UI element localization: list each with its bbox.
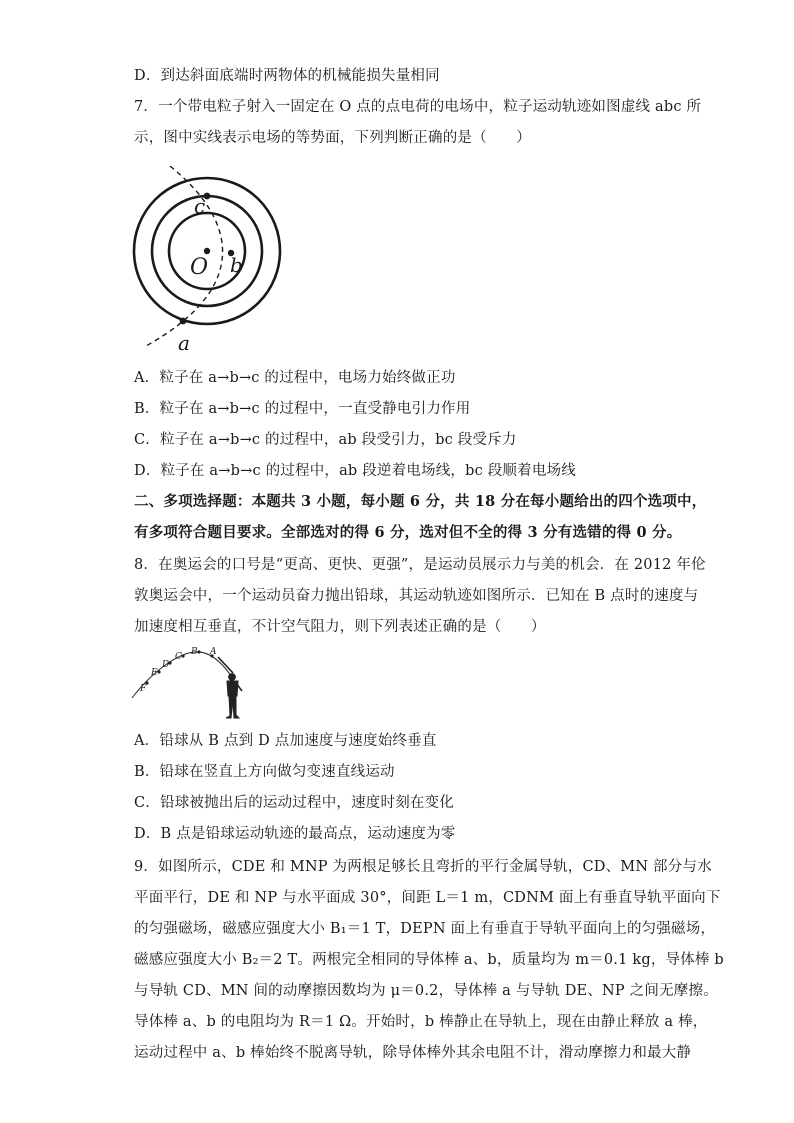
label-a: a bbox=[178, 331, 190, 355]
q9-line7: 运动过程中 a、b 棒始终不脱离导轨，除导体棒外其余电阻不计，滑动摩擦力和最大静 bbox=[134, 1045, 692, 1061]
q8-option-b: B．铅球在竖直上方向做匀变速直线运动 bbox=[134, 764, 395, 780]
section2-heading-line2: 有多项符合题目要求。全部选对的得 6 分，选对但不全的得 3 分有选错的得 0 分。 bbox=[134, 524, 682, 541]
q7-equipotential-figure bbox=[128, 166, 298, 358]
q9-line6: 导体棒 a、b 的电阻均为 R＝1 Ω。开始时，b 棒静止在导轨上，现在由静止释放 a 棒， bbox=[134, 1014, 708, 1030]
q6-option-d: D．到达斜面底端时两物体的机械能损失量相同 bbox=[134, 68, 440, 84]
q9-line5: 与导轨 CD、MN 间的动摩擦因数均为 μ＝0.2，导体棒 a 与导轨 DE、NP 之间无摩擦。 bbox=[134, 983, 718, 999]
label-c: c bbox=[194, 194, 206, 218]
label-d: D bbox=[162, 660, 170, 670]
q8-stem-line2: 敦奥运会中，一个运动员奋力抛出铅球，其运动轨迹如图所示．已知在 B 点时的速度与 bbox=[134, 588, 699, 604]
section2-heading-line1: 二、多项选择题：本题共 3 小题，每小题 6 分，共 18 分在每小题给出的四个选项中， bbox=[134, 493, 707, 510]
point-e-dot bbox=[157, 670, 160, 673]
q9-line2: 平面平行，DE 和 NP 与水平面成 30°，间距 L＝1 m，CDNM 面上有垂直导轨平面向下 bbox=[134, 890, 721, 906]
point-b-dot bbox=[197, 650, 200, 653]
q7-option-d: D．粒子在 a→b→c 的过程中，ab 段逆着电场线，bc 段顺着电场线 bbox=[134, 463, 576, 479]
q7-option-a: A．粒子在 a→b→c 的过程中，电场力始终做正功 bbox=[134, 370, 456, 386]
label-f: F bbox=[140, 684, 147, 694]
label-e: E bbox=[151, 668, 158, 678]
q9-line1: 9．如图所示，CDE 和 MNP 为两根足够长且弯折的平行金属导轨，CD、MN 部分与水 bbox=[134, 859, 712, 875]
label-a: A bbox=[210, 647, 217, 657]
q8-option-a: A．铅球从 B 点到 D 点加速度与速度始终垂直 bbox=[134, 733, 437, 749]
q8-shotput-figure bbox=[130, 646, 248, 724]
athlete-figure bbox=[218, 657, 242, 718]
q8-option-d: D．B 点是铅球运动轨迹的最高点，运动速度为零 bbox=[134, 826, 456, 842]
label-o: O bbox=[190, 255, 209, 280]
q7-option-c: C．粒子在 a→b→c 的过程中，ab 段受引力，bc 段受斥力 bbox=[134, 432, 517, 448]
label-b: b bbox=[230, 253, 243, 277]
q7-stem-line2: 示，图中实线表示电场的等势面，下列判断正确的是（ ） bbox=[134, 130, 531, 146]
q9-line4: 磁感应强度大小 B₂＝2 T。两根完全相同的导体棒 a、b，质量均为 m＝0.1 kg，导体棒 b bbox=[134, 952, 724, 968]
q8-stem-line3: 加速度相互垂直，不计空气阻力，则下列表述正确的是（ ） bbox=[134, 619, 546, 635]
point-o-dot bbox=[204, 248, 210, 254]
label-c: C bbox=[175, 652, 182, 662]
q8-stem-line1: 8．在奥运会的口号是“更高、更快、更强”，是运动员展示力与美的机会．在 2012 年伦 bbox=[134, 557, 706, 573]
q7-option-b: B．粒子在 a→b→c 的过程中，一直受静电引力作用 bbox=[134, 401, 471, 417]
label-b: B bbox=[191, 647, 198, 657]
q9-line3: 的匀强磁场，磁感应强度大小 B₁＝1 T，DEPN 面上有垂直于导轨平面向上的匀强磁场， bbox=[134, 921, 716, 937]
q8-option-c: C．铅球被抛出后的运动过程中，速度时刻在变化 bbox=[134, 795, 454, 811]
q7-stem-line1: 7．一个带电粒子射入一固定在 O 点的点电荷的电场中，粒子运动轨迹如图虚线 abc 所 bbox=[134, 99, 702, 115]
point-a-dot bbox=[180, 318, 187, 325]
